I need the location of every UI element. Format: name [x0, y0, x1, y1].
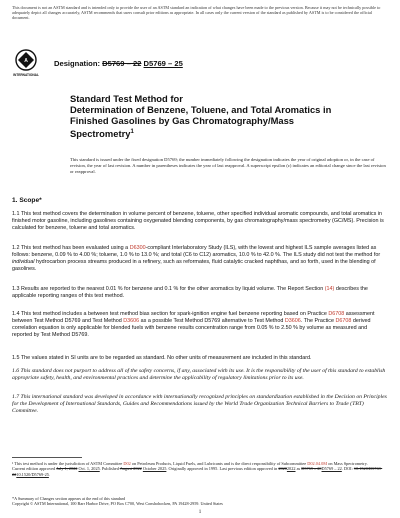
designation-label: Designation:: [54, 59, 100, 68]
d6708-link-2[interactable]: D6708: [335, 318, 352, 325]
astm-logo: [12, 48, 40, 78]
paragraph-1-6: 1.6 This standard does not purport to address all of the safety concerns, if any, associated with its use. It is the responsibility of the user of this standard to establish appropriate safety, health, and environmental practices and determine the applicability of regulatory limitations prior to its use.: [12, 368, 386, 381]
paragraph-1-7: 1.7 This international standard was developed in accordance with internationally recognized principles on standardization established in the Decision on Principles for the Development of International Standards, Guides and Recommendations issued by the World Trade Organization Technical Barriers to Trade (TBT) Committee.: [12, 394, 387, 414]
paragraph-1-3: 1.3 Results are reported to the nearest 0.01 % for benzene and 0.1 % for the other aromatics by liquid volume. The Report Section (14) describes the applicable reporting ranges of this test method.: [12, 286, 368, 300]
summary-note: *A Summary of Changes section appears at the end of this standard: [12, 496, 126, 501]
issued-statement: This standard is issued under the fixed designation D5769; the number immediately following the designation indicates the year of original adoption or, in the case of revision, the year of last revision. A number in parentheses indicates the year of last reapproval. A superscript epsilon (ε) indicates an editorial change since the last revision or reapproval.: [70, 157, 386, 174]
designation-old: D5769 – 22: [102, 59, 142, 68]
paragraph-1-4: 1.4 This test method includes a between test method bias section for spark-ignition engine fuel benzene reporting based on Practice D6708 assessment between Test Method D5769 and Test Method D3606 as a possible Test Method D5769 alternative to Test Method D3606. The Practice D6708 derived correlation equation is only applicable for blended fuels with benzene results concentration range from 0.05 % to 2.50 % by volume as measured and reported by Test Method D5769.: [12, 311, 375, 339]
designation: [54, 59, 183, 68]
report-section-link[interactable]: (14): [324, 286, 335, 292]
notice-text: This document is not an ASTM standard and is intended only to provide the user of an ASTM standard an indication of what changes have been made to the previous version. Because it may not be technically possible to adequately depict all changes accurately, ASTM recommends that users consult prior editions as appropriate. In all cases only the current version of the standard as published by ASTM is to be considered the official document.: [12, 5, 381, 21]
paragraph-1-5: 1.5 The values stated in SI units are to be regarded as standard. No other units of measurement are included in this standard.: [12, 355, 312, 361]
designation-header: [12, 40, 388, 80]
footnote-1: ¹ This test method is under the jurisdiction of ASTM Committee D02 on Petroleum Products, Liquid Fuels, and Lubricants and is the direct responsibility of Subcommittee D02.04.0M on Mass Spectrometry. Current edition approved July 1, 2022 Oct. 1, 2025. Published August 2022 October 2025. Originally approved in 1995. Last previous edition approved in 20202022 as D5769 – 20D5769 – 22. DOI: 10.1520/D5769-2210.1520/D5769-25.: [12, 461, 383, 477]
d6300-link[interactable]: D6300: [129, 245, 146, 251]
title-line-2: Determination of Benzene, Toluene, and Total Aromatics in Finished Gasolines by Gas Chromatography/Mass Spectrometry$^1$: [70, 104, 332, 139]
document-title: [70, 93, 360, 139]
svg-text:A: A: [24, 58, 28, 64]
d6708-link[interactable]: D6708: [328, 311, 345, 317]
page-number: 1: [198, 510, 202, 515]
paragraph-1-1: 1.1 This test method covers the determination in volume percent of benzene, toluene, other specified individual aromatic compounds, and total aromatics in finished motor gasoline, including gasolines containing oxygenated blending components, by gas chromatography/mass spectrometry (GC/MS). Precision is calculated for benzene, toluene and total aromatics.: [12, 211, 384, 232]
d3606-link-2[interactable]: D3606: [284, 318, 301, 325]
d3606-link[interactable]: D3606: [123, 318, 140, 325]
title-line-1: Standard Test Method for: [70, 93, 183, 104]
designation-new: D5769 – 25: [143, 59, 183, 68]
committee-d02-link[interactable]: D02: [123, 461, 131, 466]
scope-heading: 1. Scope*: [12, 197, 42, 204]
footnote-rule: [12, 457, 82, 458]
title-footnote-marker: 1: [130, 128, 134, 135]
copyright-block: [12, 496, 388, 507]
subcommittee-link[interactable]: D02.04.0M: [307, 461, 328, 466]
copyright-text: Copyright © ASTM International, 100 Barr Harbor Drive, PO Box C700, West Conshohocken, PA 19428-2959. United States: [12, 501, 223, 507]
paragraph-1-2: 1.2 This test method has been evaluated using a D6300-compliant Interlaboratory Study (ILS), with the lowest and highest ILS sample averages listed as follows: benzene, 0.09 % to 4.00 %; toluene, 1.0 % to 13.0 %; and total (C6 to C12) aromatics, 10.0 % to 42.0 %. The ILS study did not test the method for individual hydrocarbon process streams produced in a refinery, such as reformates, fluid catalytic cracked naphthas, and so forth, used in the blending of gasolines.: [12, 245, 381, 273]
logo-label: INTERNATIONAL: [13, 73, 39, 77]
